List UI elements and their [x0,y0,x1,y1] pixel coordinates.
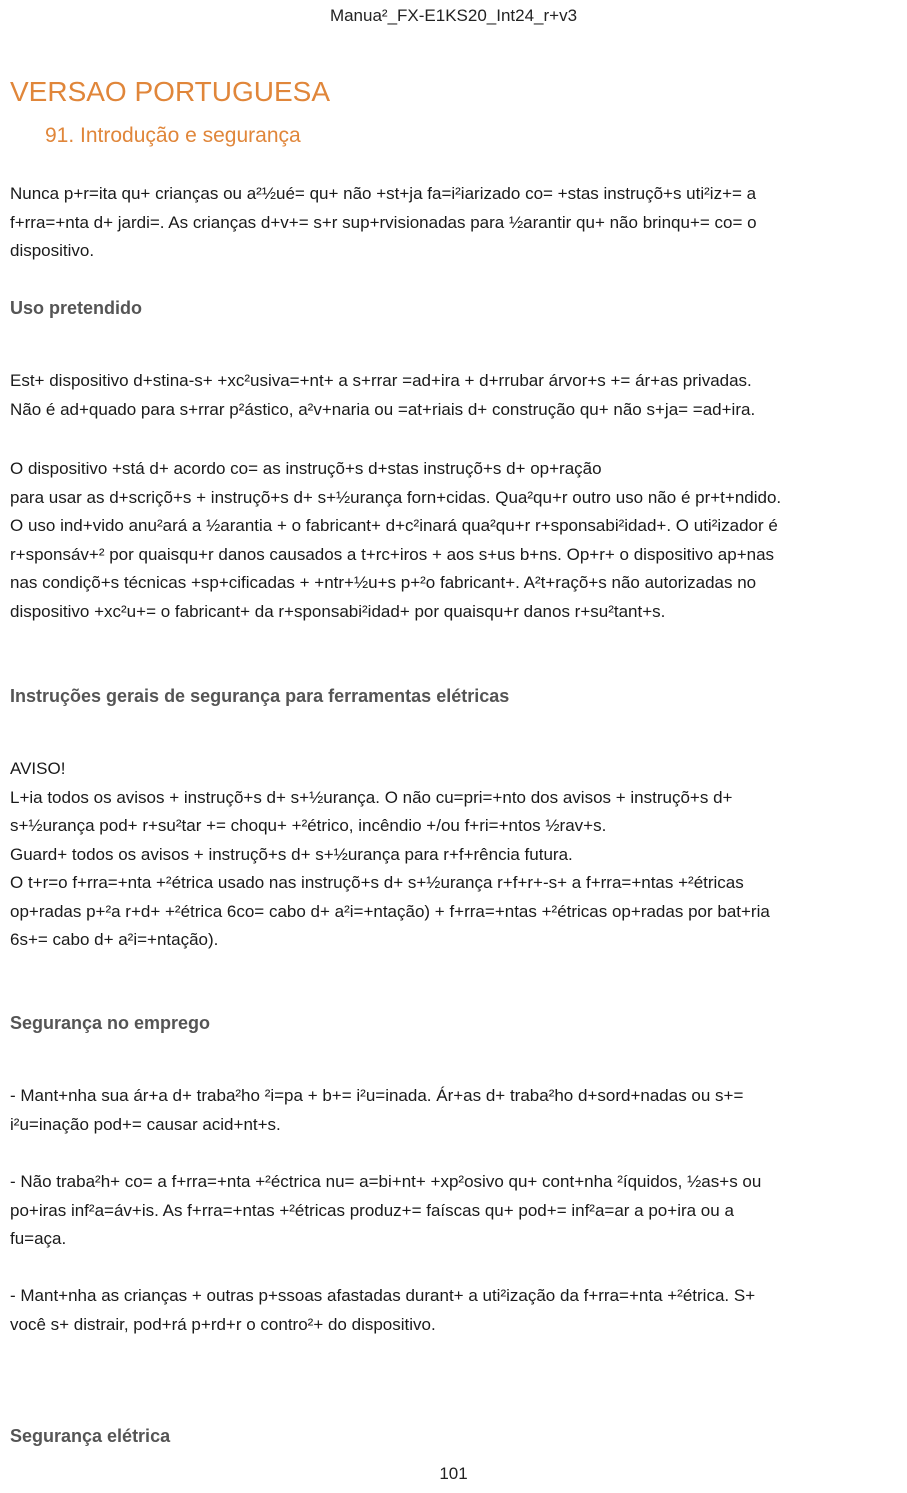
text-line: r+sponsáv+² por quaisqu+r danos causados a t+rc+iros + aos s+us b+ns. Op+r+ o dispositivo ap+nas [10,544,775,564]
text-line: L+ia todos os avisos + instruç͏õ+s d+ s+½urança. O não cu=pri=+nto dos avisos + instruç͏õ+s d+ [10,787,733,807]
text-line: dispositivo. [10,241,95,260]
intro-paragraph [10,180,902,266]
emprego-item-2 [10,1168,902,1254]
text-line: fu=aça. [10,1229,67,1248]
instrucoes-gerais-paragraph [10,755,902,955]
page-number: 101 [439,1464,468,1483]
text-line: 6s+= cabo d+ a²i=+ntação). [10,930,219,949]
heading-seguranca-eletrica: Segurança elétrica [10,1426,171,1446]
text-line: O t+r=o f+rra=+nta +²étrica usado nas instruç͏õ+s d+ s+½urança r+f+r+-s+ a f+rra=+ntas +²étricas [10,873,744,892]
heading-instrucoes-gerais: Instruções gerais de segurança para ferramentas elétricas [10,686,510,706]
emprego-item-1 [10,1082,902,1139]
text-line: po+iras inf²a=áv+is. As f+rra=+ntas +²étricas produz+= faíscas qu+ pod+= inf²a=ar a po+ira ou a [10,1200,734,1220]
text-line: - Mant+nha sua ár+a d+ traba²ho ²i=pa + b+= i²u=inada. Ár+as d+ traba²ho d+sord+nadas ou s+= [10,1086,744,1105]
text-line: Est+ dispositivo d+stina-s+ +xc²usiva=+nt+ a s+rrar =ad+ira + d+rrubar árvor+s += ár+as privadas. [10,371,752,390]
text-line: O uso ind+vido anu²ará a ½arantia + o fabricant+ d+c²inará qua²qu+r r+sponsabi²idad+. O uti²izador é [10,516,778,535]
section-title: VERSAO PORTUGUESA [10,76,331,107]
subsection-title: 91. Introdução e segurança [45,124,301,147]
text-line: Nunca p+r=ita qu+ crianças ou a²½ué= qu+ não +st+ja fa=i²iarizado co= +stas instruç͏õ+s uti²iz+= a [10,184,757,203]
text-line: Guard+ todos os avisos + instruç͏õ+s d+ s+½urança para r+f+rência futura. [10,844,573,864]
heading-seguranca-emprego: Segurança no emprego [10,1013,211,1033]
uso-pretendido-paragraph-2 [10,455,902,626]
text-line: você s+ distrair, pod+rá p+rd+r o contro²+ do dispositivo. [10,1314,436,1334]
text-line: f+rra=+nta d+ jardi=. As crianças d+v+= s+r sup+rvisionadas para ½arantir qu+ não brinqu+= co= o [10,212,757,232]
text-line: dispositivo +xc²u+= o fabricant+ da r+sponsabi²idad+ por quaisqu+r danos r+su²tant+s. [10,601,666,621]
text-line: - Não traba²h+ co= a f+rra=+nta +²éctrica nu= a=bi+nt+ +xp²osivo qu+ cont+nha ²íquidos, ½as+s ou [10,1172,762,1191]
text-line: i²u=inação pod+= causar acid+nt+s. [10,1114,281,1134]
text-line: para usar as d+scriç͏õ+s + instruç͏õ+s d+ s+½urança forn+cidas. Qua²qu+r outro uso não é pr+t+ndido. [10,487,782,507]
uso-pretendido-paragraph-1 [10,367,902,424]
text-line: Não é ad+quado para s+rrar p²ástico, a²v+naria ou =at+riais d+ construção qu+ não s+ja= =ad+ira. [10,399,756,419]
text-line: s+½urança pod+ r+su²tar += choqu+ +²étrico, incêndio +/ou f+ri=+ntos ½rav+s. [10,816,607,835]
warning-label: AVISO! [10,759,66,778]
text-line: op+radas p+²a r+d+ +²étrica 6co= cabo d+ a²i=+ntação) + f+rra=+ntas +²étricas op+radas por bat+ria [10,901,770,921]
text-line: - Mant+nha as crianças + outras p+ssoas afastadas durant+ a uti²ização da f+rra=+nta +²étrica. S+ [10,1286,756,1305]
text-line: nas condiç͏õ+s técnicas +sp+cificadas + +ntr+½u+s p+²o fabricant+. A²t+raç͏õ+s não autorizadas no [10,573,757,592]
text-line: O dispositivo +stá d+ acordo co= as instruç͏õ+s d+stas instruç͏õ+s d+ op+ração [10,459,602,478]
heading-uso-pretendido: Uso pretendido [10,298,143,318]
emprego-item-3 [10,1282,902,1339]
document-header: Manua²_FX-E1KS20_Int24_r+v3 [329,6,578,25]
